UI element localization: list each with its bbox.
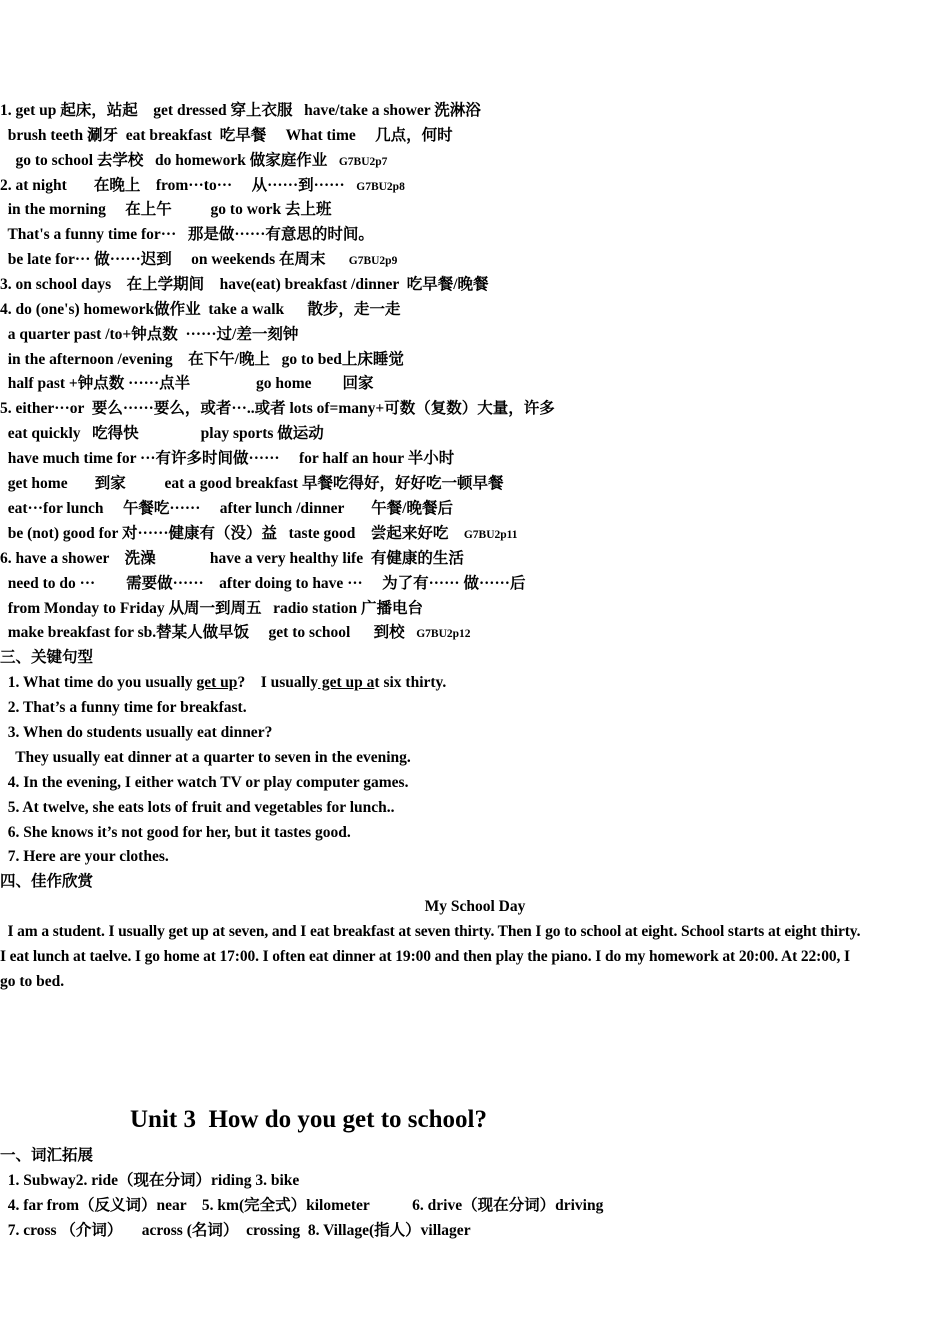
vocab-line: in the morning 在上午 go to work 去上班 bbox=[0, 201, 332, 218]
vocab-line: brush teeth 涮牙 eat breakfast 吃早餐 What time 几点，何时 bbox=[0, 127, 453, 144]
vocab-line: be (not) good for 对······健康有（没）益 taste good 尝起来好吃 G7BU2p11 bbox=[0, 525, 518, 542]
vocab-line: 7. cross （介词） across (名词） crossing 8. Village(指人）villager bbox=[0, 1222, 471, 1239]
essay-title: My School Day bbox=[424, 898, 526, 915]
underlined-phrase: get up bbox=[196, 674, 238, 691]
vocab-line: 1. get up 起床，站起 get dressed 穿上衣服 have/take a shower 洗淋浴 bbox=[0, 102, 481, 119]
key-sentence: 6. She knows it’s not good for her, but it tastes good. bbox=[0, 824, 351, 841]
essay-line: I am a student. I usually get up at seven, and I eat breakfast at seven thirty. Then I go to school at eight. School starts at eight thirty. bbox=[0, 923, 861, 940]
key-sentence: 7. Here are your clothes. bbox=[0, 848, 169, 865]
vocab-line: have much time for ···有许多时间做······ for half an hour 半小时 bbox=[0, 450, 455, 467]
key-sentence: They usually eat dinner at a quarter to seven in the evening. bbox=[0, 749, 411, 766]
vocab-line: be late for··· 做······迟到 on weekends 在周末 G7BU2p9 bbox=[0, 251, 398, 268]
key-sentence: 4. In the evening, I either watch TV or play computer games. bbox=[0, 774, 409, 791]
vocab-line: 2. at night 在晚上 from···to··· 从······到······ G7BU2p8 bbox=[0, 177, 405, 194]
vocab-line: 4. do (one's) homework做作业 take a walk 散步，走一走 bbox=[0, 301, 401, 318]
vocab-line: 5. either···or 要么······要么，或者···..或者 lots of=many+可数（复数）大量，许多 bbox=[0, 400, 555, 417]
unit-title: Unit 3 How do you get to school? bbox=[130, 1106, 487, 1133]
key-sentence: 2. That’s a funny time for breakfast. bbox=[0, 699, 247, 716]
page-ref: G7BU2p12 bbox=[416, 628, 471, 640]
vocab-line: from Monday to Friday 从周一到周五 radio station 广播电台 bbox=[0, 600, 423, 617]
section-heading-key-sentences: 三、关键句型 bbox=[0, 649, 94, 666]
essay-line: I eat lunch at taelve. I go home at 17:00. I often eat dinner at 19:00 and then play the piano. I do my homework at 20:00. At 22:00, I bbox=[0, 948, 850, 965]
vocab-line: in the afternoon /evening 在下午/晚上 go to bed上床睡觉 bbox=[0, 351, 404, 368]
vocab-line: That's a funny time for··· 那是做······有意思的时间。 bbox=[0, 226, 374, 243]
vocab-line: need to do ··· 需要做······ after doing to have ··· 为了有······ 做······后 bbox=[0, 575, 526, 592]
vocab-line: a quarter past /to+钟点数 ······过/差一刻钟 bbox=[0, 326, 299, 343]
vocab-line: 1. Subway2. ride（现在分词）riding 3. bike bbox=[0, 1172, 300, 1189]
vocab-line: eat···for lunch 午餐吃······ after lunch /dinner 午餐/晚餐后 bbox=[0, 500, 453, 517]
vocab-line: half past +钟点数 ······点半 go home 回家 bbox=[0, 375, 374, 392]
page-ref: G7BU2p8 bbox=[356, 181, 405, 193]
key-sentence: 5. At twelve, she eats lots of fruit and vegetables for lunch.. bbox=[0, 799, 395, 816]
page-ref: G7BU2p9 bbox=[348, 255, 398, 267]
vocab-line: eat quickly 吃得快 play sports 做运动 bbox=[0, 425, 324, 442]
vocab-line: 4. far from（反义词）near 5. km(完全式）kilometer 6. drive（现在分词）driving bbox=[0, 1197, 604, 1214]
section-heading-vocab-expansion: 一、词汇拓展 bbox=[0, 1147, 94, 1164]
key-sentence: 1. What time do you usually get up? I usually get up at six thirty. bbox=[0, 674, 447, 691]
vocab-line: 3. on school days 在上学期间 have(eat) breakfast /dinner 吃早餐/晚餐 bbox=[0, 276, 489, 293]
vocab-line: get home 到家 eat a good breakfast 早餐吃得好，好好吃一顿早餐 bbox=[0, 475, 504, 492]
underlined-phrase: get up a bbox=[317, 674, 375, 691]
vocab-line: make breakfast for sb.替某人做早饭 get to school 到校 G7BU2p12 bbox=[0, 624, 471, 641]
vocab-line: 6. have a shower 洗澡 have a very healthy life 有健康的生活 bbox=[0, 550, 464, 567]
vocab-line: go to school 去学校 do homework 做家庭作业 G7BU2p7 bbox=[0, 152, 388, 169]
section-heading-model-essay: 四、佳作欣赏 bbox=[0, 873, 94, 890]
key-sentence: 3. When do students usually eat dinner? bbox=[0, 724, 273, 741]
essay-line: go to bed. bbox=[0, 973, 65, 990]
page-ref: G7BU2p7 bbox=[338, 156, 388, 168]
page-ref: G7BU2p11 bbox=[463, 529, 518, 541]
